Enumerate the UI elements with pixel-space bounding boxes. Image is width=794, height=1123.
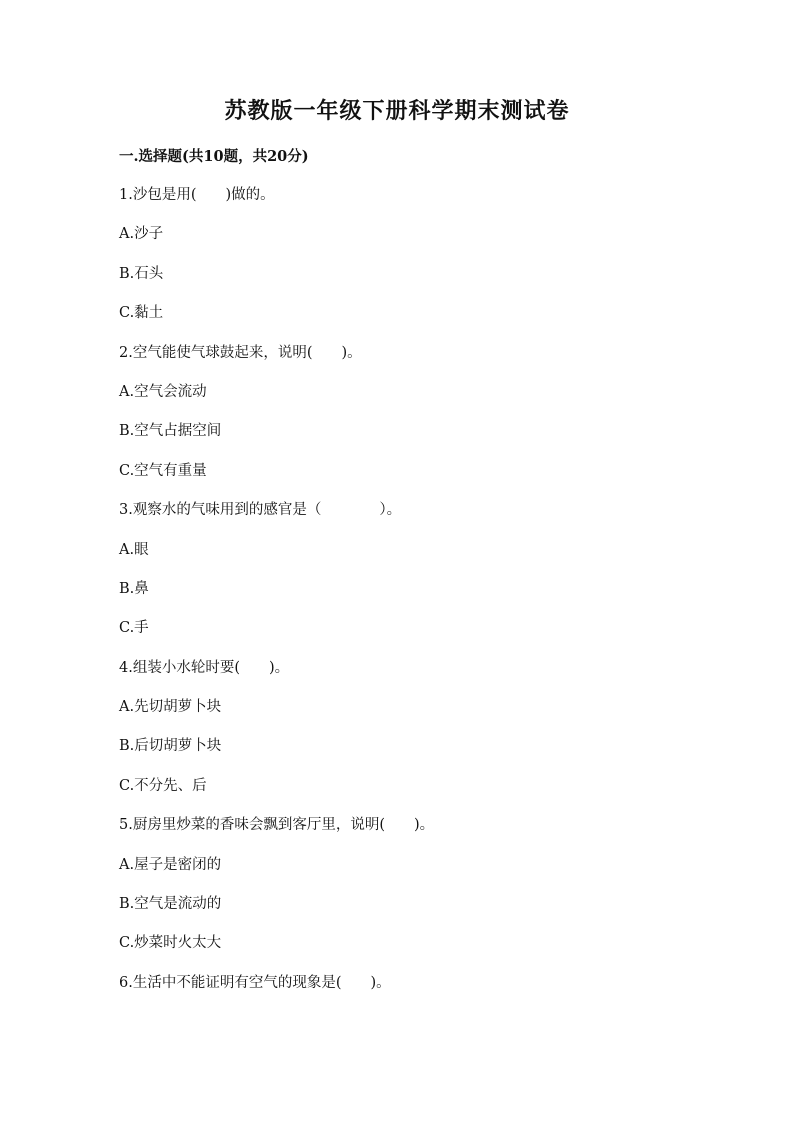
option-item: C.炒菜时火太大	[119, 935, 222, 952]
section-heading: 一.选择题(共10题，共20分)	[119, 148, 309, 165]
question-stem: 5.厨房里炒菜的香味会飘到客厅里，说明( )。	[119, 817, 435, 834]
option-item: B.石头	[119, 265, 164, 282]
page-title: 苏教版一年级下册科学期末测试卷	[224, 98, 570, 124]
option-item: C.手	[119, 620, 149, 637]
option-item: C.空气有重量	[119, 462, 207, 479]
option-item: A.空气会流动	[119, 383, 207, 400]
question-stem: 4.组装小水轮时要( )。	[119, 659, 290, 676]
option-item: B.空气占据空间	[119, 423, 222, 440]
question-list	[119, 184, 719, 1011]
question-stem: 2.空气能使气球鼓起来，说明( )。	[119, 344, 362, 361]
question-stem: 6.生活中不能证明有空气的现象是( )。	[119, 974, 391, 991]
option-item: B.空气是流动的	[119, 896, 222, 913]
option-item: A.沙子	[119, 226, 164, 243]
option-item: C.黏土	[119, 305, 164, 322]
option-item: A.先切胡萝卜块	[119, 699, 222, 716]
question-stem: 1.沙包是用( )做的。	[119, 187, 275, 203]
option-item: A.屋子是密闭的	[119, 856, 222, 873]
question-stem: 3.观察水的气味用到的感官是（ ）。	[119, 502, 402, 519]
option-item: B.后切胡萝卜块	[119, 738, 222, 755]
option-item: C.不分先、后	[119, 777, 207, 794]
option-item: A.眼	[119, 541, 149, 558]
option-item: B.鼻	[119, 580, 149, 597]
